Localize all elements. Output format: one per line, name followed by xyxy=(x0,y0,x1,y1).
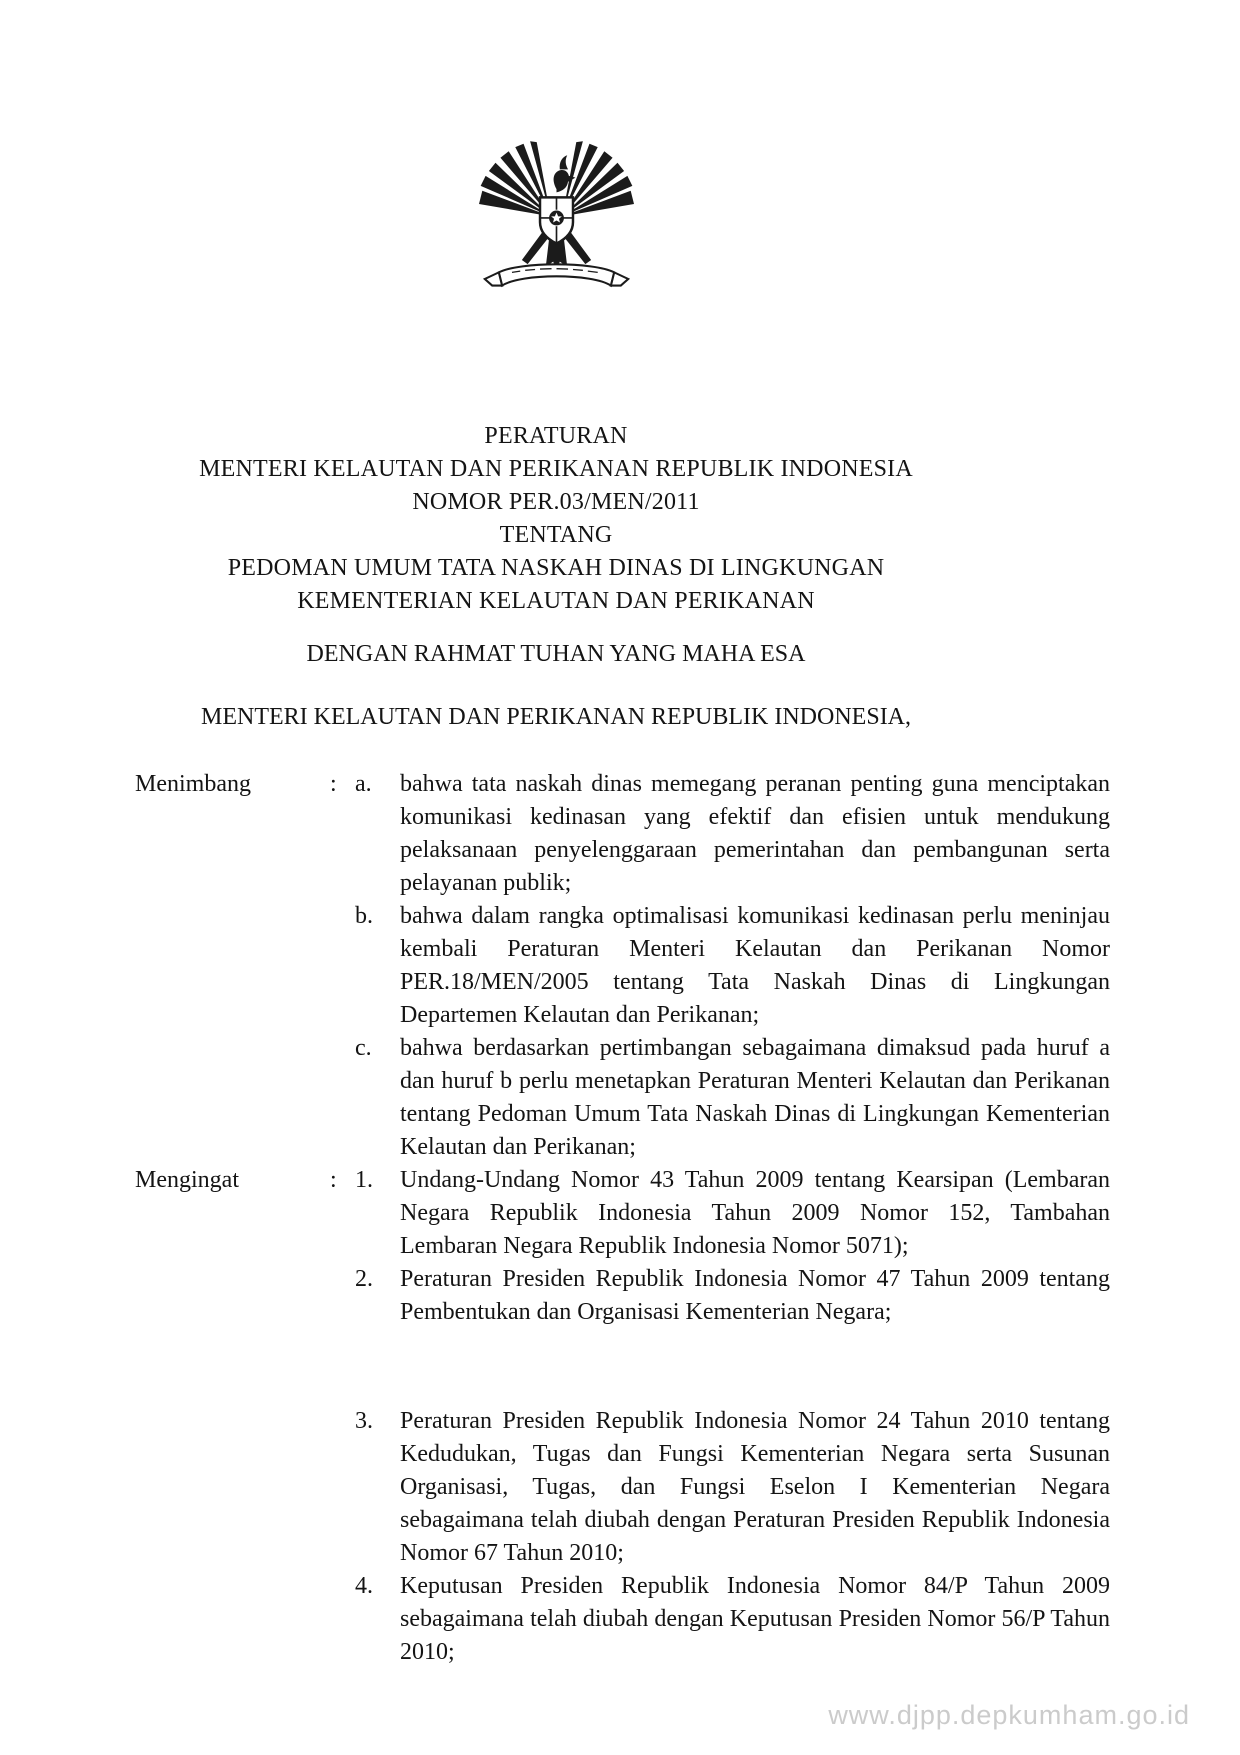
consideration-item-b: bahwa dalam rangka optimalisasi komunikasi kedinasan perlu meninjau kembali Peraturan Menteri Kelautan dan Perikanan Nomor PER.18/MEN/2005 tentang Tata Naskah Dinas di Lingkungan Departemen Kelautan dan Perikanan; xyxy=(400,903,1110,1028)
consideration-item-c: bahwa berdasarkan pertimbangan sebagaimana dimaksud pada huruf a dan huruf b perlu menetapkan Peraturan Menteri Kelautan dan Perikanan tentang Pedoman Umum Tata Naskah Dinas di Lingkungan Kementerian Kelautan dan Perikanan; xyxy=(400,1035,1110,1160)
menimbang-colon: : xyxy=(330,771,337,797)
legal-basis-item-3: Peraturan Presiden Republik Indonesia Nomor 24 Tahun 2010 tentang Kedudukan, Tugas dan Fungsi Kementerian Negara serta Susunan Organisasi, Tugas, dan Fungsi Eselon I Kementerian Negara sebagaimana telah diubah dengan Peraturan Presiden Republik Indonesia Nomor 67 Tahun 2010; xyxy=(400,1408,1110,1566)
title-line-subject-1: PEDOMAN UMUM TATA NASKAH DINAS DI LINGKUNGAN xyxy=(227,555,885,581)
title-line-subject-2: KEMENTERIAN KELAUTAN DAN PERIKANAN xyxy=(297,588,815,614)
item-marker: 1. xyxy=(355,1167,373,1193)
mengingat-colon: : xyxy=(330,1167,337,1193)
invocation-line: DENGAN RAHMAT TUHAN YANG MAHA ESA xyxy=(306,641,806,667)
legal-basis-item-4: Keputusan Presiden Republik Indonesia Nomor 84/P Tahun 2009 sebagaimana telah diubah dengan Keputusan Presiden Nomor 56/P Tahun 2010; xyxy=(400,1573,1110,1665)
document-header xyxy=(135,0,977,734)
consideration-item-a: bahwa tata naskah dinas memegang peranan penting guna menciptakan komunikasi kedinasan yang efektif dan efisien untuk mendukung pelaksanaan penyelenggaraan pemerintahan dan pembangunan serta pelayanan publik; xyxy=(400,771,1110,896)
legal-basis-item-2: Peraturan Presiden Republik Indonesia Nomor 47 Tahun 2009 tentang Pembentukan dan Organisasi Kementerian Negara; xyxy=(400,1266,1110,1325)
mengingat-label: Mengingat xyxy=(135,1167,239,1193)
item-marker: b. xyxy=(355,903,373,929)
item-marker: 3. xyxy=(355,1408,373,1434)
item-marker: 4. xyxy=(355,1573,373,1599)
menimbang-label: Menimbang xyxy=(135,771,251,797)
garuda-pancasila-emblem xyxy=(474,138,639,312)
menimbang-section xyxy=(135,768,1110,1164)
document-body xyxy=(135,768,1110,1669)
legal-basis-item-1: Undang-Undang Nomor 43 Tahun 2009 tentang Kearsipan (Lembaran Negara Republik Indonesia Tahun 2009 Nomor 152, Tambahan Lembaran Negara Republik Indonesia Nomor 5071); xyxy=(400,1167,1110,1259)
title-line-peraturan: PERATURAN xyxy=(484,423,628,449)
item-marker: c. xyxy=(355,1035,372,1061)
emblem-container xyxy=(135,0,977,312)
title-line-ministry: MENTERI KELAUTAN DAN PERIKANAN REPUBLIK INDONESIA xyxy=(199,456,913,482)
authority-line: MENTERI KELAUTAN DAN PERIKANAN REPUBLIK INDONESIA, xyxy=(200,704,912,730)
document-title-block xyxy=(135,420,977,618)
item-marker: 2. xyxy=(355,1266,373,1292)
item-marker: a. xyxy=(355,771,372,797)
site-watermark: www.djpp.depkumham.go.id xyxy=(828,1700,1190,1730)
title-line-number: NOMOR PER.03/MEN/2011 xyxy=(412,489,700,515)
mengingat-section xyxy=(135,1164,1110,1669)
title-line-tentang: TENTANG xyxy=(499,522,613,548)
